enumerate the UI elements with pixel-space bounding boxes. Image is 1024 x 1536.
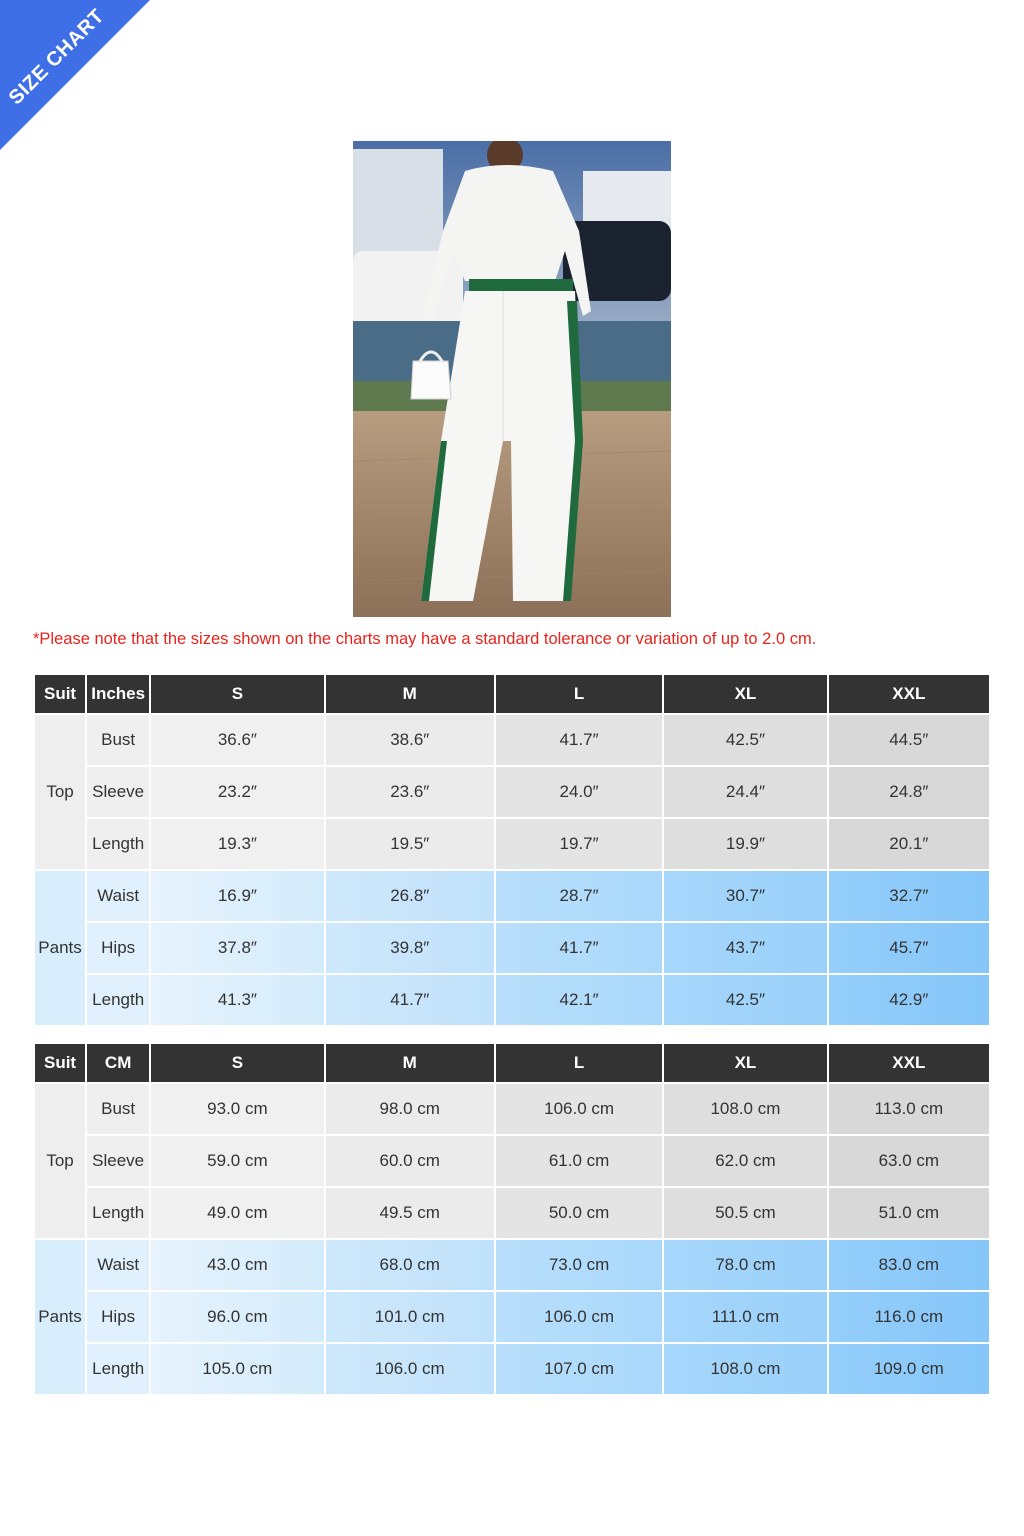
- table-row: [35, 1292, 989, 1342]
- measure-label: Waist: [87, 871, 149, 921]
- size-value: 36.6″: [151, 715, 323, 765]
- cm-size-table: [33, 1042, 991, 1396]
- size-value: 16.9″: [151, 871, 323, 921]
- header-size-l: L: [496, 675, 662, 713]
- table-row: [35, 1344, 989, 1394]
- group-label-pants: Pants: [35, 1240, 85, 1394]
- header-size-s: S: [151, 1044, 323, 1082]
- header-size-l: L: [496, 1044, 662, 1082]
- inches-size-table: [33, 673, 991, 1027]
- size-value: 96.0 cm: [151, 1292, 323, 1342]
- header-size-m: M: [326, 1044, 494, 1082]
- size-value: 50.5 cm: [664, 1188, 826, 1238]
- measure-label: Sleeve: [87, 767, 149, 817]
- size-value: 105.0 cm: [151, 1344, 323, 1394]
- size-value: 19.5″: [326, 819, 494, 869]
- size-value: 42.5″: [664, 975, 826, 1025]
- group-label-pants: Pants: [35, 871, 85, 1025]
- measure-label: Hips: [87, 923, 149, 973]
- size-value: 116.0 cm: [829, 1292, 989, 1342]
- measure-label: Length: [87, 975, 149, 1025]
- size-value: 111.0 cm: [664, 1292, 826, 1342]
- measure-label: Bust: [87, 715, 149, 765]
- header-size-xl: XL: [664, 675, 826, 713]
- header-size-xl: XL: [664, 1044, 826, 1082]
- size-value: 19.9″: [664, 819, 826, 869]
- size-value: 101.0 cm: [326, 1292, 494, 1342]
- size-value: 26.8″: [326, 871, 494, 921]
- header-size-m: M: [326, 675, 494, 713]
- table-row: [35, 975, 989, 1025]
- size-value: 38.6″: [326, 715, 494, 765]
- group-label-top: Top: [35, 715, 85, 869]
- size-value: 44.5″: [829, 715, 989, 765]
- table-row: [35, 923, 989, 973]
- size-value: 28.7″: [496, 871, 662, 921]
- size-value: 107.0 cm: [496, 1344, 662, 1394]
- size-value: 68.0 cm: [326, 1240, 494, 1290]
- table-header-row: [35, 1044, 989, 1082]
- size-value: 30.7″: [664, 871, 826, 921]
- size-value: 62.0 cm: [664, 1136, 826, 1186]
- size-value: 19.3″: [151, 819, 323, 869]
- size-value: 51.0 cm: [829, 1188, 989, 1238]
- size-value: 50.0 cm: [496, 1188, 662, 1238]
- header-size-xxl: XXL: [829, 1044, 989, 1082]
- table-row: [35, 1136, 989, 1186]
- header-size-s: S: [151, 675, 323, 713]
- size-chart-badge: [0, 0, 150, 150]
- table-row: [35, 1188, 989, 1238]
- size-value: 106.0 cm: [326, 1344, 494, 1394]
- size-value: 42.9″: [829, 975, 989, 1025]
- size-value: 41.7″: [496, 923, 662, 973]
- size-value: 60.0 cm: [326, 1136, 494, 1186]
- tolerance-note: *Please note that the sizes shown on the charts may have a standard tolerance or variation of up to 2.0 cm.: [33, 630, 817, 648]
- header-unit: Inches: [87, 675, 149, 713]
- size-value: 45.7″: [829, 923, 989, 973]
- measure-label: Length: [87, 1344, 149, 1394]
- size-value: 108.0 cm: [664, 1084, 826, 1134]
- size-value: 19.7″: [496, 819, 662, 869]
- size-value: 106.0 cm: [496, 1084, 662, 1134]
- size-value: 43.0 cm: [151, 1240, 323, 1290]
- size-value: 24.0″: [496, 767, 662, 817]
- size-value: 24.8″: [829, 767, 989, 817]
- size-value: 113.0 cm: [829, 1084, 989, 1134]
- size-value: 106.0 cm: [496, 1292, 662, 1342]
- product-photo: [353, 141, 671, 617]
- size-value: 42.5″: [664, 715, 826, 765]
- table-row: [35, 715, 989, 765]
- measure-label: Length: [87, 1188, 149, 1238]
- table-header-row: [35, 675, 989, 713]
- measure-label: Waist: [87, 1240, 149, 1290]
- size-value: 61.0 cm: [496, 1136, 662, 1186]
- size-value: 23.2″: [151, 767, 323, 817]
- size-value: 59.0 cm: [151, 1136, 323, 1186]
- size-value: 37.8″: [151, 923, 323, 973]
- size-value: 20.1″: [829, 819, 989, 869]
- size-value: 41.7″: [496, 715, 662, 765]
- size-value: 83.0 cm: [829, 1240, 989, 1290]
- size-value: 63.0 cm: [829, 1136, 989, 1186]
- table-row: [35, 767, 989, 817]
- size-value: 73.0 cm: [496, 1240, 662, 1290]
- measure-label: Bust: [87, 1084, 149, 1134]
- size-value: 49.5 cm: [326, 1188, 494, 1238]
- size-value: 42.1″: [496, 975, 662, 1025]
- size-value: 43.7″: [664, 923, 826, 973]
- size-value: 39.8″: [326, 923, 494, 973]
- header-unit: CM: [87, 1044, 149, 1082]
- group-label-top: Top: [35, 1084, 85, 1238]
- size-value: 24.4″: [664, 767, 826, 817]
- table-row: [35, 1084, 989, 1134]
- size-value: 108.0 cm: [664, 1344, 826, 1394]
- header-size-xxl: XXL: [829, 675, 989, 713]
- size-value: 78.0 cm: [664, 1240, 826, 1290]
- measure-label: Hips: [87, 1292, 149, 1342]
- size-value: 23.6″: [326, 767, 494, 817]
- size-value: 41.7″: [326, 975, 494, 1025]
- size-value: 98.0 cm: [326, 1084, 494, 1134]
- header-suit: Suit: [35, 675, 85, 713]
- badge-label: SIZE CHART: [4, 5, 109, 110]
- size-value: 93.0 cm: [151, 1084, 323, 1134]
- measure-label: Sleeve: [87, 1136, 149, 1186]
- measure-label: Length: [87, 819, 149, 869]
- table-row: [35, 819, 989, 869]
- table-row: [35, 871, 989, 921]
- table-row: [35, 1240, 989, 1290]
- size-value: 109.0 cm: [829, 1344, 989, 1394]
- size-value: 32.7″: [829, 871, 989, 921]
- size-value: 49.0 cm: [151, 1188, 323, 1238]
- size-value: 41.3″: [151, 975, 323, 1025]
- header-suit: Suit: [35, 1044, 85, 1082]
